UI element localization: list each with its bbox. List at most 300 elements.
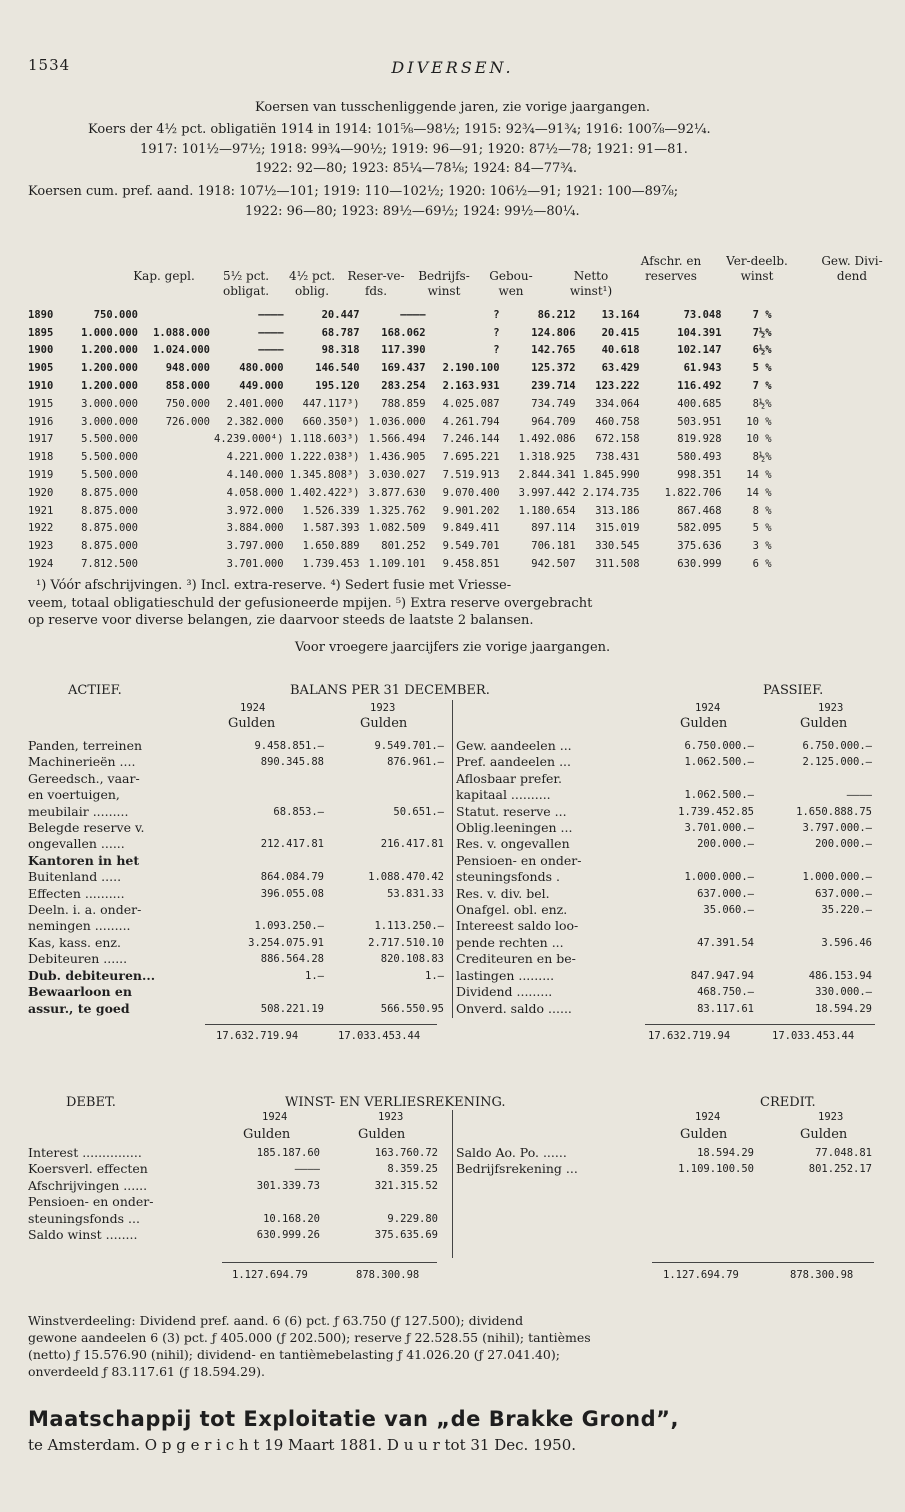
- row-value-1923: 216.417.81: [380, 838, 444, 851]
- kap-col-head: Reser-ve-fds.: [347, 269, 405, 298]
- row-value-1923: 18.594.29: [815, 1002, 872, 1015]
- table-row: [26, 413, 774, 431]
- table-cell: 117.390: [381, 344, 426, 357]
- table-cell: 63.429: [601, 362, 640, 375]
- table-cell: 315.019: [595, 522, 640, 535]
- bal-left-y1: 1924: [240, 702, 266, 714]
- row-label: assur., te goed: [28, 1000, 130, 1016]
- table-cell: 1.345.808³): [290, 469, 360, 482]
- balance-row: [456, 820, 876, 836]
- table-cell: 2.174.735: [582, 486, 640, 499]
- bal-right-total-2: 17.033.453.44: [772, 1030, 855, 1042]
- table-cell: 123.222: [595, 380, 640, 393]
- table-cell: 801.252: [381, 540, 426, 553]
- row-value-1923: [320, 1194, 438, 1210]
- table-cell: 7.812.500: [81, 558, 138, 571]
- bal-right-u2: Gulden: [800, 716, 848, 731]
- winst-left-total-1: 1.127.694.79: [232, 1269, 308, 1281]
- table-cell: 8½%: [752, 397, 772, 410]
- row-label: en voertuigen,: [28, 787, 120, 803]
- row-value-1923: 6.750.000.—: [802, 740, 872, 752]
- row-value-1924: 1.062.500.—: [684, 789, 754, 802]
- table-cell: 1.492.086: [518, 433, 576, 446]
- table-cell: 1910: [28, 380, 54, 393]
- table-cell: 1916: [28, 415, 54, 428]
- row-value-1924: 212.417.81: [260, 838, 324, 851]
- winst-title: WINST- EN VERLIESREKENING.: [285, 1095, 506, 1110]
- table-cell: 3.000.000: [81, 397, 138, 410]
- balance-row: [456, 935, 876, 951]
- row-value-1924: [206, 902, 324, 918]
- kap-col-head: Gebou-wen: [489, 269, 533, 298]
- table-cell: 1.845.990: [582, 469, 640, 482]
- row-label: Oblig.leeningen ...: [456, 820, 573, 836]
- table-cell: 897.114: [531, 522, 576, 535]
- table-cell: 3.000.000: [81, 415, 138, 428]
- bal-left-u1: Gulden: [228, 716, 276, 731]
- row-label: Gew. aandeelen ...: [456, 738, 572, 753]
- row-value-1924: 301.339.73: [256, 1179, 320, 1192]
- balance-row: [28, 738, 450, 754]
- row-value-1924: 83.117.61: [697, 1002, 754, 1015]
- table-cell: 1.024.000: [153, 344, 210, 357]
- intro-line-5: Koersen cum. pref. aand. 1918: 107½—101; 1919: 110—102½; 1920: 106½—91; 1921: 100—89⅞;: [28, 184, 679, 199]
- balance-row: [456, 902, 876, 918]
- bal-right-rule: [645, 1024, 875, 1025]
- winst-left-rule: [222, 1262, 437, 1263]
- table-cell: ————: [258, 326, 284, 339]
- winst-left-y2: 1923: [378, 1111, 404, 1123]
- table-cell: 1920: [28, 486, 54, 499]
- balance-row: [456, 886, 876, 902]
- table-row: [26, 431, 774, 449]
- row-label: meubilair .........: [28, 803, 129, 819]
- table-cell: 40.618: [601, 344, 640, 357]
- table-row: [26, 484, 774, 502]
- table-cell: ————: [400, 308, 426, 321]
- table-row: [26, 395, 774, 413]
- intro-line-2: Koers der 4½ pct. obligatiën 1914 in 1914: 101⅝—98½; 1915: 92¾—91¾; 1916: 100⅞—92¼.: [88, 122, 711, 137]
- balance-row: [28, 918, 450, 934]
- row-label: Statut. reserve ...: [456, 803, 567, 819]
- balance-row: [456, 869, 876, 885]
- table-cell: 334.064: [595, 397, 640, 410]
- table-cell: 2.401.000: [226, 397, 284, 410]
- winst-right-y2: 1923: [818, 1111, 844, 1123]
- table-row: [26, 537, 774, 555]
- balance-row: [456, 951, 876, 967]
- row-value-1923: [324, 853, 444, 869]
- row-value-1923: 1.650.888.75: [796, 805, 872, 818]
- table-cell: ?: [493, 326, 500, 339]
- table-cell: 750.000: [165, 397, 210, 410]
- row-value-1923: [754, 918, 872, 934]
- row-value-1923: 330.000.—: [815, 986, 872, 999]
- table-cell: [140, 555, 212, 573]
- kap-col-head: Kap. gepl.: [133, 269, 195, 283]
- table-cell: 1918: [28, 451, 54, 464]
- row-label: Aflosbaar prefer.: [456, 770, 562, 786]
- table-cell: 1890: [28, 308, 54, 321]
- winst-row: [456, 1161, 876, 1177]
- bal-left-y2: 1923: [370, 702, 396, 714]
- table-cell: 8.875.000: [81, 540, 138, 553]
- row-label: Res. v. div. bel.: [456, 885, 550, 901]
- footnote-4: Voor vroegere jaarcijfers zie vorige jaargangen.: [294, 640, 611, 655]
- table-cell: 580.493: [677, 451, 722, 464]
- table-cell: 1.000.000: [81, 326, 138, 339]
- balance-row: [28, 886, 450, 902]
- table-cell: [140, 466, 212, 484]
- row-value-1924: 396.055.08: [260, 887, 324, 900]
- table-cell: 311.508: [595, 558, 640, 571]
- table-row: [26, 377, 774, 395]
- row-label: kapitaal ..........: [456, 787, 551, 803]
- table-cell: 2.844.341: [518, 469, 576, 482]
- table-cell: 6 %: [752, 558, 772, 571]
- winst-row: [28, 1227, 450, 1243]
- balance-row: [28, 869, 450, 885]
- row-label: Koersverl. effecten: [28, 1161, 148, 1177]
- balance-left: [28, 738, 450, 1017]
- row-label: Bewaarloon en: [28, 984, 132, 1000]
- row-label: Buitenland .....: [28, 869, 122, 885]
- row-label: Dub. debiteuren...: [28, 967, 156, 983]
- intro-line-1: Koersen van tusschenliggende jaren, zie vorige jaargangen.: [255, 100, 650, 115]
- table-cell: 4.261.794: [442, 415, 500, 428]
- table-cell: 998.351: [677, 469, 722, 482]
- winst-right-total-2: 878.300.98: [790, 1269, 854, 1281]
- table-cell: 788.859: [381, 397, 426, 410]
- row-value-1923: 637.000.—: [815, 887, 872, 900]
- table-cell: 867.468: [677, 504, 722, 517]
- winstverdeeling-2: gewone aandeelen 6 (3) pct. ƒ 405.000 (ƒ 202.500); reserve ƒ 22.528.55 (nihil); tantièmes: [28, 1330, 591, 1345]
- row-label: nemingen .........: [28, 918, 131, 934]
- table-cell: ?: [493, 344, 500, 357]
- row-value-1924: 68.853.—: [273, 805, 324, 818]
- table-cell: 7 %: [752, 380, 772, 393]
- table-cell: 68.787: [321, 326, 360, 339]
- row-label: Kantoren in het: [28, 852, 140, 868]
- table-cell: 9.549.701: [442, 540, 500, 553]
- table-cell: 20.415: [601, 326, 640, 339]
- table-cell: 7.519.913: [442, 469, 500, 482]
- footnote-2: veem, totaal obligatieschuld der gefusioneerde mpijen. ⁵) Extra reserve overgebracht: [28, 596, 593, 611]
- row-label: Pensioen- en onder-: [456, 852, 582, 868]
- row-value-1923: 200.000.—: [815, 838, 872, 851]
- table-row: [26, 342, 774, 360]
- table-cell: 61.943: [683, 362, 722, 375]
- table-cell: 4.140.000: [226, 469, 284, 482]
- balance-divider: [452, 700, 453, 1018]
- row-value-1923: 3.596.46: [821, 936, 872, 949]
- footnote-3: op reserve voor diverse belangen, zie daarvoor steeds de laatste 2 balansen.: [28, 613, 534, 628]
- table-row: [26, 359, 774, 377]
- row-label: Dividend .........: [456, 984, 553, 1000]
- row-value-1924: 9.458.851.—: [254, 740, 324, 752]
- balance-row: [28, 902, 450, 918]
- table-cell: 124.806: [531, 326, 576, 339]
- kap-col-head: Afschr. en reserves: [640, 254, 702, 283]
- balance-row: [28, 1001, 450, 1017]
- row-value-1924: 1.093.250.—: [254, 920, 324, 933]
- balance-row: [456, 984, 876, 1000]
- company-name: Maatschappij tot Exploitatie van „de Brakke Grond”,: [28, 1407, 679, 1431]
- balance-actief: ACTIEF.: [68, 683, 122, 698]
- table-cell: 2.190.100: [442, 362, 500, 375]
- table-cell: [140, 502, 212, 520]
- table-cell: 283.254: [381, 380, 426, 393]
- row-value-1924: 35.060.—: [703, 904, 754, 917]
- table-cell: [140, 484, 212, 502]
- row-value-1923: 375.635.69: [374, 1229, 438, 1242]
- row-value-1924: 468.750.—: [697, 986, 754, 999]
- winstverdeeling-1: Winstverdeeling: Dividend pref. aand. 6 (6) pct. ƒ 63.750 (ƒ 127.500); dividend: [28, 1313, 524, 1328]
- page-number: 1534: [28, 56, 71, 74]
- row-value-1923: 8.359.25: [387, 1163, 438, 1176]
- row-value-1923: [754, 771, 872, 787]
- table-cell: 8½%: [752, 451, 772, 464]
- row-value-1923: 50.651.—: [393, 805, 444, 818]
- row-label: Bedrijfsrekening ...: [456, 1161, 578, 1177]
- row-value-1923: 53.831.33: [387, 887, 444, 900]
- company-founding: te Amsterdam. O p g e r i c h t 19 Maart 1881. D u u r tot 31 Dec. 1950.: [28, 1436, 577, 1454]
- intro-line-3: 1917: 101½—97½; 1918: 99¾—90½; 1919: 96—91; 1920: 87½—78; 1921: 91—81.: [140, 142, 688, 157]
- balance-row: [28, 754, 450, 770]
- table-cell: 7½%: [752, 326, 772, 339]
- table-cell: 460.758: [595, 415, 640, 428]
- row-value-1923: 486.153.94: [808, 969, 872, 982]
- row-label: Kas, kass. enz.: [28, 934, 121, 950]
- row-label: Intereest saldo loo-: [456, 918, 579, 934]
- row-value-1923: [324, 902, 444, 918]
- kap-col-head: Netto winst¹): [569, 269, 613, 298]
- table-cell: 738.431: [595, 451, 640, 464]
- row-value-1923: 801.252.17: [808, 1163, 872, 1176]
- row-label: pende rechten ...: [456, 934, 564, 950]
- table-row: [26, 448, 774, 466]
- winst-credit: CREDIT.: [760, 1095, 816, 1110]
- balance-row: [456, 853, 876, 869]
- row-value-1924: [642, 918, 754, 934]
- row-value-1923: 1.—: [425, 969, 444, 982]
- balance-right: [456, 738, 876, 1017]
- row-value-1923: [754, 853, 872, 869]
- winst-row: [28, 1161, 450, 1177]
- table-cell: [140, 520, 212, 538]
- table-cell: 8 %: [752, 504, 772, 517]
- table-cell: 1.402.422³): [290, 486, 360, 499]
- winst-right: [456, 1145, 876, 1178]
- kap-col-head: 4½ pct. oblig.: [288, 269, 336, 298]
- row-value-1924: 3.701.000.—: [684, 822, 754, 835]
- bal-right-y2: 1923: [818, 702, 844, 714]
- row-value-1924: 1.062.500.—: [684, 756, 754, 769]
- row-value-1924: [206, 771, 324, 787]
- balance-row: [456, 968, 876, 984]
- table-cell: 116.492: [677, 380, 722, 393]
- winst-left-y1: 1924: [262, 1111, 288, 1123]
- row-label: Debiteuren ......: [28, 951, 128, 967]
- row-value-1924: 1.739.452.85: [678, 805, 754, 818]
- table-cell: 14 %: [746, 486, 772, 499]
- table-cell: 9.070.400: [442, 486, 500, 499]
- row-value-1923: 3.797.000.—: [802, 822, 872, 835]
- table-cell: 9.849.411: [442, 522, 500, 535]
- table-cell: 1.088.000: [153, 326, 210, 339]
- winst-right-u2: Gulden: [800, 1127, 848, 1142]
- table-cell: 9.458.851: [442, 558, 500, 571]
- table-cell: 1924: [28, 558, 54, 571]
- balance-row: [28, 836, 450, 852]
- table-cell: 672.158: [595, 433, 640, 446]
- row-label: Belegde reserve v.: [28, 820, 145, 836]
- row-value-1924: 47.391.54: [697, 936, 754, 949]
- table-cell: 1923: [28, 540, 54, 553]
- row-value-1923: [324, 984, 444, 1000]
- table-cell: 582.095: [677, 522, 722, 535]
- table-cell: 1922: [28, 522, 54, 535]
- table-row: [26, 466, 774, 484]
- table-cell: 7 %: [752, 308, 772, 321]
- row-value-1923: 1.088.470.42: [368, 871, 444, 884]
- balance-row: [28, 951, 450, 967]
- table-cell: 1.325.762: [368, 504, 426, 517]
- table-cell: 1.566.494: [368, 433, 426, 446]
- table-cell: 948.000: [165, 362, 210, 375]
- table-cell: [140, 306, 212, 324]
- row-label: Saldo Ao. Po. ......: [456, 1145, 567, 1160]
- row-value-1924: 3.254.075.91: [248, 936, 324, 949]
- row-value-1923: [324, 787, 444, 803]
- bal-left-total-1: 17.632.719.94: [216, 1030, 299, 1042]
- table-cell: 1.082.509: [368, 522, 426, 535]
- balance-passief: PASSIEF.: [763, 683, 824, 698]
- row-value-1923: 77.048.81: [815, 1147, 872, 1159]
- table-cell: 1.222.038³): [290, 451, 360, 464]
- row-value-1924: [642, 771, 754, 787]
- table-cell: 146.540: [315, 362, 360, 375]
- table-cell: 1905: [28, 362, 54, 375]
- row-value-1924: 1.—: [305, 969, 324, 982]
- balance-row: [456, 1001, 876, 1017]
- table-cell: 5 %: [752, 362, 772, 375]
- table-row: [26, 324, 774, 342]
- table-cell: 858.000: [165, 380, 210, 393]
- balance-row: [456, 836, 876, 852]
- table-row: [26, 520, 774, 538]
- table-cell: 400.685: [677, 397, 722, 410]
- kap-col-head: 5½ pct. obligat.: [222, 269, 270, 298]
- row-value-1923: 9.549.701.—: [374, 740, 444, 752]
- row-label: Crediteuren en be-: [456, 951, 576, 967]
- table-cell: 660.350³): [302, 415, 360, 428]
- intro-line-6: 1922: 96—80; 1923: 89½—69½; 1924: 99½—80¼.: [245, 204, 580, 219]
- table-cell: 1917: [28, 433, 54, 446]
- balance-row: [28, 804, 450, 820]
- row-label: Effecten ..........: [28, 885, 125, 901]
- row-value-1924: 185.187.60: [256, 1147, 320, 1159]
- winst-right-y1: 1924: [695, 1111, 721, 1123]
- table-cell: 4.221.000: [226, 451, 284, 464]
- row-label: Afschrijvingen ......: [28, 1177, 148, 1193]
- table-cell: 447.117³): [302, 397, 360, 410]
- row-label: Gereedsch., vaar-: [28, 770, 140, 786]
- balance-row: [28, 820, 450, 836]
- kap-col-head: Bedrijfs-winst: [418, 269, 470, 298]
- table-cell: 2.382.000: [226, 415, 284, 428]
- table-cell: 8.875.000: [81, 522, 138, 535]
- table-cell: 98.318: [321, 344, 360, 357]
- table-cell: 503.951: [677, 415, 722, 428]
- table-cell: 1.200.000: [81, 380, 138, 393]
- row-label: steuningsfonds ...: [28, 1210, 140, 1226]
- row-value-1923: [754, 951, 872, 967]
- table-cell: 1.822.706: [664, 486, 722, 499]
- row-value-1924: [642, 853, 754, 869]
- balance-row: [28, 853, 450, 869]
- table-cell: 330.545: [595, 540, 640, 553]
- row-value-1923: 1.000.000.—: [802, 871, 872, 884]
- table-cell: 10 %: [746, 415, 772, 428]
- row-value-1923: 9.229.80: [387, 1212, 438, 1225]
- table-cell: 3.877.630: [368, 486, 426, 499]
- table-cell: [140, 431, 212, 449]
- table-cell: 169.437: [381, 362, 426, 375]
- table-cell: 1919: [28, 469, 54, 482]
- table-cell: 3.797.000: [226, 540, 284, 553]
- winst-row: [28, 1178, 450, 1194]
- row-value-1924: [206, 787, 324, 803]
- table-cell: 3.030.027: [368, 469, 426, 482]
- row-value-1924: [642, 951, 754, 967]
- row-value-1924: 10.168.20: [263, 1212, 320, 1225]
- table-row: [26, 555, 774, 573]
- bal-left-total-2: 17.033.453.44: [338, 1030, 421, 1042]
- table-cell: 9.901.202: [442, 504, 500, 517]
- row-label: Deeln. i. a. onder-: [28, 902, 142, 918]
- table-cell: 4.239.000⁴): [214, 433, 284, 446]
- table-cell: 1.036.000: [368, 415, 426, 428]
- balance-row: [28, 787, 450, 803]
- row-value-1924: [206, 984, 324, 1000]
- table-cell: 5.500.000: [81, 451, 138, 464]
- table-cell: 1.526.339: [302, 504, 360, 517]
- balance-row: [456, 804, 876, 820]
- row-value-1923: 820.108.83: [380, 953, 444, 966]
- kap-col-head: Gew. Divi-dend: [821, 254, 883, 283]
- winst-row: [456, 1145, 876, 1161]
- winst-left-u1: Gulden: [243, 1127, 291, 1142]
- row-value-1924: 864.084.79: [260, 871, 324, 884]
- table-cell: 375.636: [677, 540, 722, 553]
- balance-row: [28, 935, 450, 951]
- row-value-1924: 637.000.—: [697, 887, 754, 900]
- table-cell: 480.000: [239, 362, 284, 375]
- row-value-1923: [324, 820, 444, 836]
- table-cell: 1895: [28, 326, 54, 339]
- table-cell: 1.109.101: [368, 558, 426, 571]
- table-cell: 7.695.221: [442, 451, 500, 464]
- winstverdeeling-4: onverdeeld ƒ 83.117.61 (ƒ 18.594.29).: [28, 1364, 265, 1379]
- balance-row: [456, 918, 876, 934]
- winst-right-u1: Gulden: [680, 1127, 728, 1142]
- row-value-1923: 566.550.95: [380, 1002, 444, 1015]
- row-value-1924: 886.564.28: [260, 953, 324, 966]
- balance-row: [456, 771, 876, 787]
- table-cell: 5.500.000: [81, 469, 138, 482]
- row-value-1923: 35.220.—: [821, 904, 872, 917]
